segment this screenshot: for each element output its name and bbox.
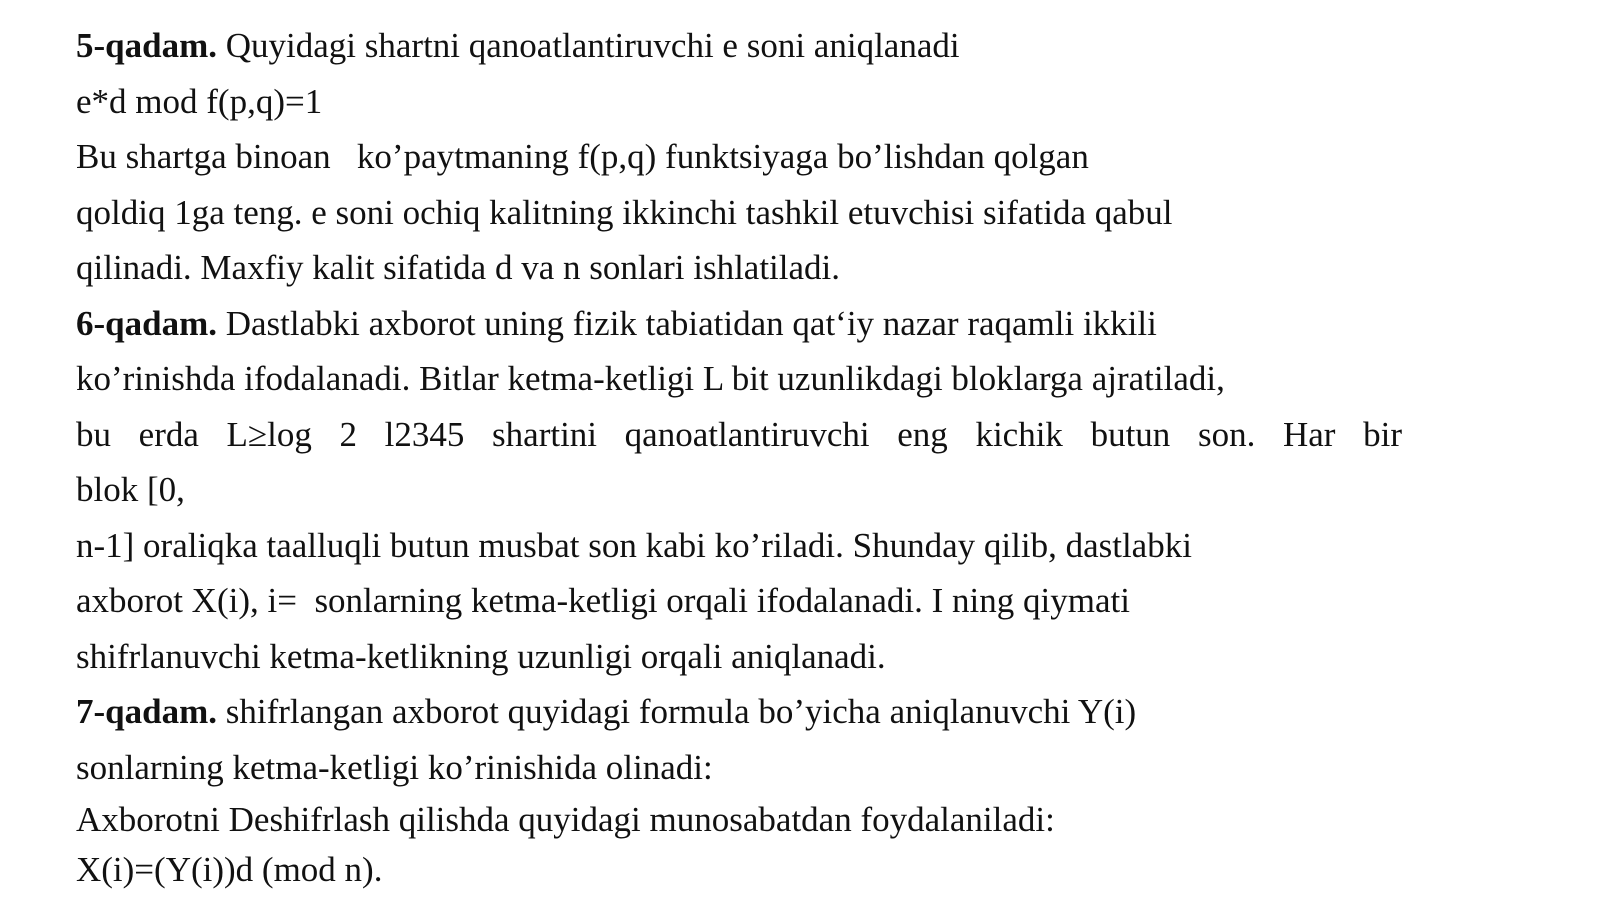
- step7-line-3: Axborotni Deshifrlash qilishda quyidagi munosabatdan foydalaniladi:: [76, 800, 1055, 839]
- step6-text-1: Dastlabki axborot uning fizik tabiatidan qat‘iy nazar raqamli ikkili: [217, 303, 1157, 343]
- step6-line-7: shifrlanuvchi ketma-ketlikning uzunligi orqali aniqlanadi.: [76, 636, 886, 676]
- step5-heading: 5-qadam.: [76, 26, 217, 65]
- step7-line-2: sonlarning ketma-ketligi ko’rinishida olinadi:: [76, 747, 713, 787]
- step7-heading: 7-qadam.: [76, 692, 217, 731]
- step7-line-1: [76, 684, 1416, 740]
- step6-heading: 6-qadam.: [76, 303, 217, 343]
- step6-text-6: axborot X(i), i= sonlarning ketma-ketligi orqali ifodalanadi. I ning qiymati: [76, 581, 1130, 620]
- step5-line-4: qoldiq 1ga teng. e soni ochiq kalitning ikkinchi tashkil etuvchisi sifatida qabul: [76, 192, 1173, 232]
- step5-line-1: [76, 18, 1416, 74]
- step5-text-1: Quyidagi shartni qanoatlantiruvchi e soni aniqlanadi: [217, 26, 960, 65]
- step5-line-5: qilinadi. Maxfiy kalit sifatida d va n sonlari ishlatiladi.: [76, 248, 841, 287]
- step6-line-5: n-1] oraliqka taalluqli butun musbat son kabi ko’riladi. Shunday qilib, dastlabki: [76, 525, 1192, 565]
- step5-line-2: e*d mod f(p,q)=1: [76, 81, 323, 121]
- step5-text-3: Bu shartga binoan ko’paytmaning f(p,q) funktsiyaga bo’lishdan qolgan: [76, 137, 1089, 176]
- step6-line-3: bu erda L≥log 2 l2345 shartini qanoatlantiruvchi eng kichik butun son. Har bir: [76, 414, 1402, 454]
- step7-text-1: shifrlangan axborot quyidagi formula bo’yicha aniqlanuvchi Y(i): [217, 692, 1137, 731]
- step7-line-4: X(i)=(Y(i))d (mod n).: [76, 850, 383, 889]
- step6-line-1: [76, 296, 1416, 352]
- document-page: [76, 18, 1416, 895]
- step6-line-6: [76, 573, 1416, 629]
- step6-line-2: ko’rinishda ifodalanadi. Bitlar ketma-ketligi L bit uzunlikdagi bloklarga ajratiladi,: [76, 359, 1225, 398]
- step6-line-4: blok [0,: [76, 470, 185, 509]
- step5-line-3: [76, 129, 1416, 185]
